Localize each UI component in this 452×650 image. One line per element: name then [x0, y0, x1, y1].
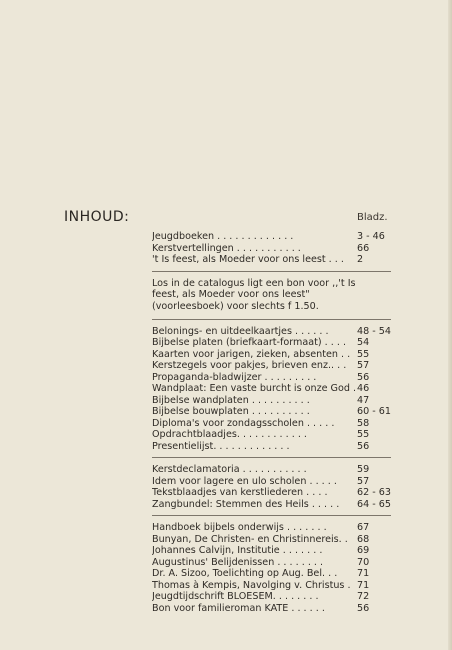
toc-entry-title: Dr. A. Sizoo, Toelichting op Aug. Bel. . .	[152, 568, 338, 580]
toc-row	[152, 545, 390, 557]
toc-entry-title: Kerstdeclamatoria . . . . . . . . . . .	[152, 464, 307, 476]
toc-entry-page: 47	[357, 394, 370, 406]
toc-entry-title: Thomas à Kempis, Navolging v. Christus .	[152, 579, 351, 591]
toc-row	[152, 360, 390, 372]
toc-row	[152, 591, 390, 603]
toc-row	[152, 557, 390, 569]
toc-entry-title: 't Is feest, als Moeder voor ons leest . . .	[152, 254, 344, 265]
toc-entry-page: 60 - 61	[357, 406, 391, 418]
divider	[152, 457, 391, 458]
toc-entry-page: 58	[357, 417, 370, 429]
toc-entry-page: 3 - 46	[357, 231, 385, 242]
toc-entry-page: 56	[357, 602, 370, 614]
toc-entry-title: Johannes Calvijn, Institutie . . . . . . .	[152, 545, 323, 557]
toc-row	[152, 243, 390, 255]
toc-group-reference	[152, 522, 390, 614]
toc-row	[152, 429, 390, 441]
toc-row	[152, 476, 390, 488]
toc-entry-page: 48 - 54	[357, 325, 391, 337]
toc-entry-page: 70	[357, 556, 370, 568]
toc-entry-page: 71	[357, 568, 370, 580]
divider	[152, 319, 391, 320]
toc-row	[152, 372, 390, 384]
toc-entry-title: Augustinus' Belijdenissen . . . . . . . .	[152, 556, 324, 568]
table-of-contents	[152, 231, 390, 614]
toc-entry-title: Bon voor familieroman KATE . . . . . .	[152, 602, 325, 614]
toc-entry-title: Tekstblaadjes van kerstliederen . . . .	[152, 487, 328, 499]
toc-entry-page: 56	[357, 440, 370, 452]
toc-entry-page: 55	[357, 429, 370, 441]
toc-row	[152, 603, 390, 615]
page-column-label: Bladz.	[357, 212, 388, 223]
toc-entry-title: Kerstzegels voor pakjes, brieven enz.. . .	[152, 360, 347, 372]
toc-entry-title: Bijbelse platen (briefkaart-formaat) . . . .	[152, 337, 347, 349]
toc-row	[152, 580, 390, 592]
toc-row	[152, 464, 390, 476]
coupon-note: Los in de catalogus ligt een bon voor ,,'t Is feest, als Moeder voor ons leest" (voorleesboek) voor slechts f 1.50.	[152, 277, 356, 313]
toc-row	[152, 349, 390, 361]
toc-entry-title: Opdrachtblaadjes. . . . . . . . . . . .	[152, 429, 307, 441]
toc-row	[152, 534, 390, 546]
toc-entry-title: Idem voor lagere en ulo scholen . . . . .	[152, 475, 337, 487]
toc-entry-title: Bijbelse wandplaten . . . . . . . . . .	[152, 394, 310, 406]
toc-row	[152, 522, 390, 534]
toc-entry-page: 59	[357, 464, 370, 476]
toc-entry-title: Jeugdboeken . . . . . . . . . . . . .	[152, 231, 294, 242]
toc-entry-page: 62 - 63	[357, 487, 391, 499]
toc-entry-page: 57	[357, 475, 370, 487]
toc-entry-page: 67	[357, 522, 370, 534]
toc-row	[152, 487, 390, 499]
toc-entry-page: 56	[357, 371, 370, 383]
toc-entry-title: Zangbundel: Stemmen des Heils . . . . .	[152, 498, 340, 510]
toc-entry-title: Handboek bijbels onderwijs . . . . . . .	[152, 522, 327, 534]
toc-entry-title: Jeugdtijdschrift BLOESEM. . . . . . . .	[152, 591, 319, 603]
toc-entry-page: 66	[357, 242, 370, 254]
toc-group-cards	[152, 326, 390, 453]
toc-row	[152, 337, 390, 349]
toc-row	[152, 441, 390, 453]
toc-entry-page: 2	[357, 254, 364, 265]
toc-entry-title: Bunyan, De Christen- en Christinnereis. .	[152, 533, 348, 545]
divider	[152, 515, 391, 516]
toc-entry-page: 57	[357, 360, 370, 372]
toc-row	[152, 326, 390, 338]
toc-group-christmas	[152, 464, 390, 510]
toc-heading: INHOUD:	[64, 209, 130, 225]
toc-entry-page: 46	[357, 383, 370, 395]
toc-row	[152, 231, 390, 243]
toc-row	[152, 395, 390, 407]
toc-entry-title: Bijbelse bouwplaten . . . . . . . . . .	[152, 406, 310, 418]
divider	[152, 271, 391, 272]
toc-entry-page: 72	[357, 591, 370, 603]
toc-entry-page: 69	[357, 545, 370, 557]
toc-row	[152, 499, 390, 511]
toc-group-books	[152, 231, 390, 266]
toc-entry-title: Wandplaat: Een vaste burcht is onze God .	[152, 383, 357, 395]
toc-row	[152, 406, 390, 418]
toc-entry-page: 54	[357, 337, 370, 349]
toc-row	[152, 418, 390, 430]
toc-entry-title: Presentielijst. . . . . . . . . . . . .	[152, 440, 290, 452]
toc-row	[152, 254, 390, 266]
toc-row	[152, 383, 390, 395]
toc-entry-title: Belonings- en uitdeelkaartjes . . . . . .	[152, 325, 329, 337]
toc-entry-title: Kerstvertellingen . . . . . . . . . . .	[152, 242, 301, 254]
toc-entry-page: 64 - 65	[357, 498, 391, 510]
toc-entry-page: 55	[357, 348, 370, 360]
toc-entry-title: Diploma's voor zondagsscholen . . . . .	[152, 417, 335, 429]
toc-entry-page: 71	[357, 579, 370, 591]
toc-entry-title: Propaganda-bladwijzer . . . . . . . . .	[152, 371, 317, 383]
page-edge	[448, 0, 452, 650]
toc-row	[152, 568, 390, 580]
toc-entry-page: 68	[357, 533, 370, 545]
toc-entry-title: Kaarten voor jarigen, zieken, absenten . .	[152, 348, 351, 360]
